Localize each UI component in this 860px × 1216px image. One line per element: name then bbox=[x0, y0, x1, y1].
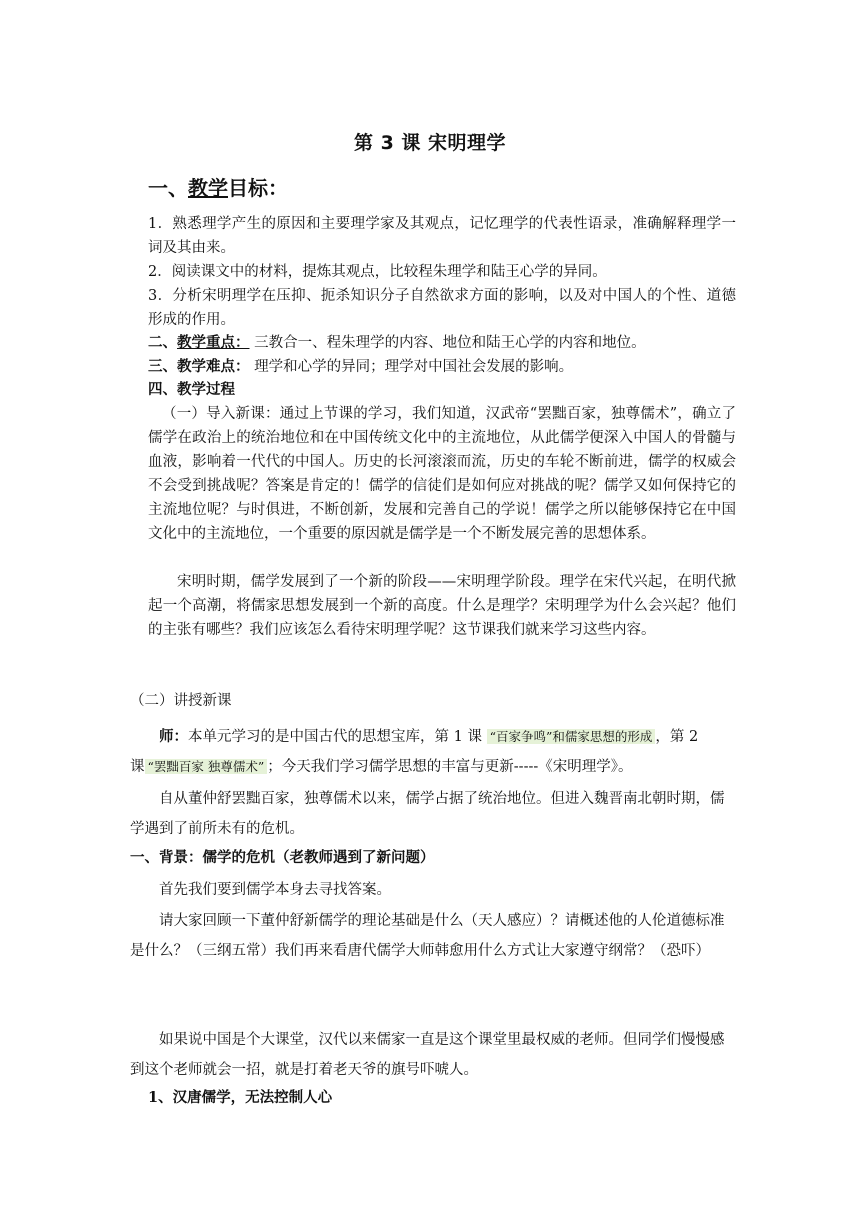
highlight-lesson-1: “百家争鸣”和儒家思想的形成 bbox=[487, 729, 656, 744]
lesson-title: 第 3 课 宋明理学 bbox=[353, 132, 507, 154]
intro-paragraph-2: 宋明时期，儒学发展到了一个新的阶段——宋明理学阶段。理学在宋代兴起，在明代掀起一个高潮，将儒家思想发展到一个新的高度。什么是理学？宋明理学为什么会兴起？他们的主张有哪些？我们应该怎么看待宋明理学呢？这节课我们就来学习这些内容。 bbox=[148, 574, 736, 638]
teacher-text-b: ，第 2 课 bbox=[130, 729, 699, 775]
review-paragraph: 请大家回顾一下董仲舒新儒学的理论基础是什么（天人感应）？请概述他的人伦道德标准是什么？（三纲五常）我们再来看唐代儒学大师韩愈用什么方式让大家遵守纲常？（恐吓） bbox=[130, 913, 725, 959]
teacher-label: 师： bbox=[159, 728, 188, 745]
key-points-prefix: 二、 bbox=[148, 334, 177, 351]
objectives-heading-prefix: 一、 bbox=[148, 176, 188, 200]
difficult-points bbox=[148, 355, 736, 379]
highlight-lesson-2: “罢黜百家 独尊儒术” bbox=[145, 759, 268, 774]
objectives-heading-underlined: 教学 bbox=[188, 176, 228, 200]
seek-answer-paragraph: 首先我们要到儒学本身去寻找答案。 bbox=[159, 882, 391, 898]
key-points bbox=[148, 331, 736, 355]
crisis-intro-paragraph: 自从董仲舒罢黜百家，独尊儒术以来，儒学占据了统治地位。但进入魏晋南北朝时期，儒学遇到了前所未有的危机。 bbox=[130, 791, 725, 837]
objectives-heading bbox=[148, 172, 288, 201]
background-heading: 一、背景：儒学的危机（老教师遇到了新问题） bbox=[130, 849, 435, 866]
key-points-label: 教学重点： bbox=[177, 334, 250, 351]
teacher-text-c: ；今天我们学习儒学思想的丰富与更新-----《宋明理学》。 bbox=[267, 759, 633, 775]
difficult-points-label: 三、教学难点： bbox=[148, 358, 250, 375]
teacher-text-a: 本单元学习的是中国古代的思想宝库，第 1 课 bbox=[188, 729, 487, 745]
teacher-paragraph bbox=[130, 722, 736, 782]
difficult-points-text: 理学和心学的异同；理学对中国社会发展的影响。 bbox=[249, 359, 574, 375]
objectives-heading-suffix: 目标： bbox=[228, 176, 288, 200]
key-points-text: 三教合一、程朱理学的内容、地位和陆王心学的内容和地位。 bbox=[249, 335, 646, 351]
objective-item-3: 3．分析宋明理学在压抑、扼杀知识分子自然欲求方面的影响，以及对中国人的个性、道德形成的作用。 bbox=[148, 288, 736, 328]
intro-paragraph-1: （一）导入新课：通过上节课的学习，我们知道，汉武帝“罢黜百家，独尊儒术”，确立了儒学在政治上的统治地位和在中国传统文化中的主流地位，从此儒学便深入中国人的骨髓与血液，影响着一代代的中国人。历史的长河滚滚而流，历史的车轮不断前进，儒学的权威会不会受到挑战呢？答案是肯定的！儒学的信徒们是如何应对挑战的呢？儒学又如何保持它的主流地位呢？与时俱进，不断创新，发展和完善自己的学说！儒学之所以能够保持它在中国文化中的主流地位，一个重要的原因就是儒学是一个不断发展完善的思想体系。 bbox=[148, 406, 736, 542]
classroom-paragraph: 如果说中国是个大课堂，汉代以来儒家一直是这个课堂里最权威的老师。但同学们慢慢感到这个老师就会一招，就是打着老天爷的旗号吓唬人。 bbox=[130, 1032, 725, 1078]
lecture-heading: （二）讲授新课 bbox=[130, 693, 232, 709]
process-heading: 四、教学过程 bbox=[148, 381, 235, 398]
objective-item-1: 1．熟悉理学产生的原因和主要理学家及其观点，记忆理学的代表性语录，准确解释理学一词及其由来。 bbox=[148, 216, 736, 256]
subheading-han-tang: 1、汉唐儒学，无法控制人心 bbox=[148, 1089, 333, 1106]
objective-item-2: 2．阅读课文中的材料，提炼其观点，比较程朱理学和陆王心学的异同。 bbox=[148, 264, 607, 280]
